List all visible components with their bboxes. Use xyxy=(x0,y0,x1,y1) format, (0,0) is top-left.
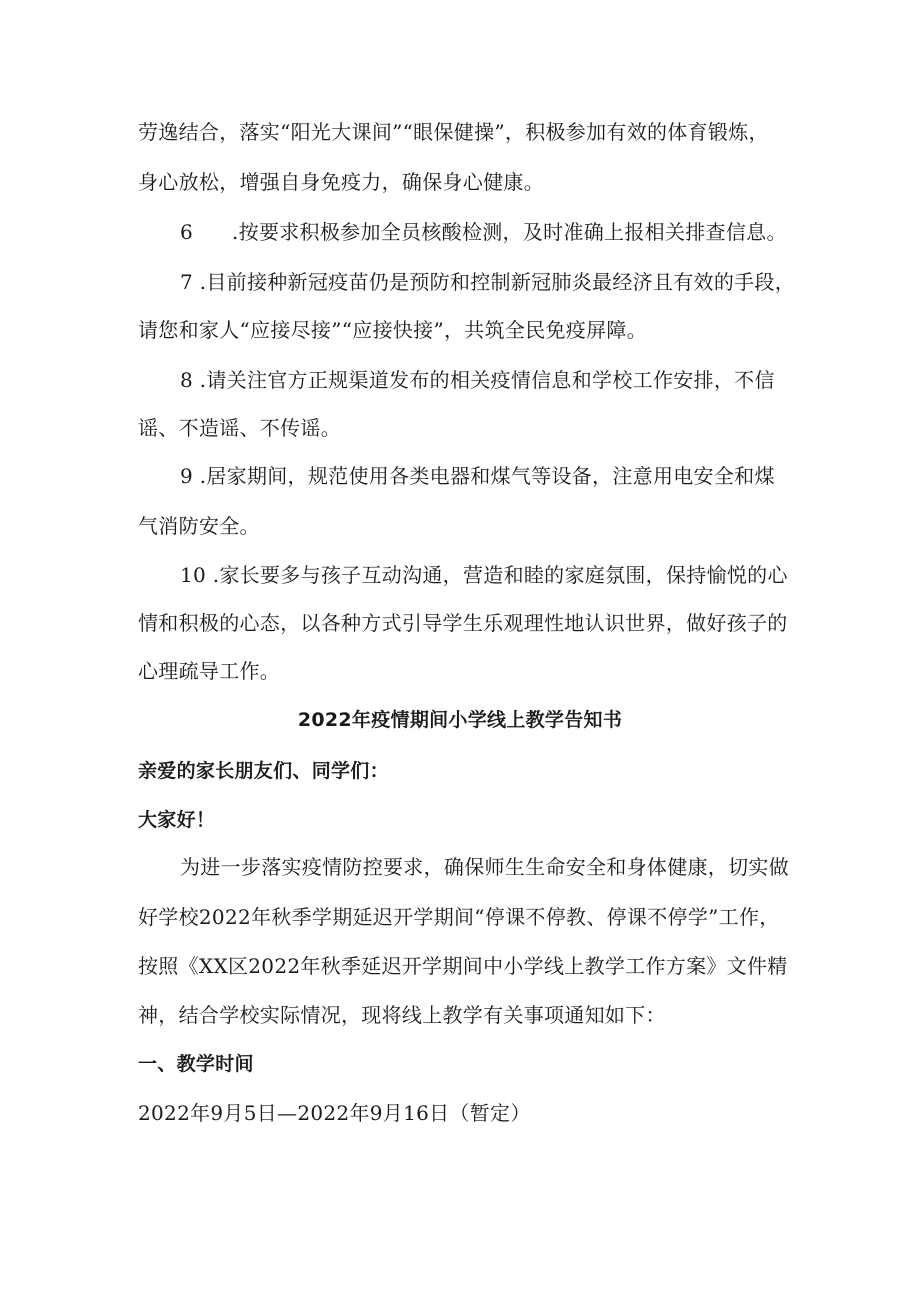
section-heading: 一、教学时间 xyxy=(138,1053,254,1075)
hello: 大家好！ xyxy=(138,809,216,831)
paragraph-line: 谣、不造谣、不传谣。 xyxy=(138,416,341,440)
paragraph-line: 心理疏导工作。 xyxy=(138,659,281,683)
document-title: 2022年疫情期间小学线上教学告知书 xyxy=(297,709,623,731)
list-item-10: 10 .家长要多与孩子互动沟通，营造和睦的家庭氛围，保持愉悦的心 xyxy=(180,563,788,587)
paragraph-line: 身心放松，增强自身免疫力，确保身心健康。 xyxy=(138,170,544,194)
list-item-7: 7 .目前接种新冠疫苗仍是预防和控制新冠肺炎最经济且有效的手段， xyxy=(180,270,796,294)
list-item-9: 9 .居家期间，规范使用各类电器和煤气等设备，注意用电安全和煤 xyxy=(180,464,775,488)
body-line: 神，结合学校实际情况，现将线上教学有关事项通知如下： xyxy=(138,1003,666,1027)
section-text: 2022年9月5日—2022年9月16日（暂定） xyxy=(138,1101,531,1125)
list-text: .按要求积极参加全员核酸检测，及时准确上报相关排查信息。 xyxy=(232,220,787,244)
greeting: 亲爱的家长朋友们、同学们： xyxy=(138,760,389,782)
body-line: 好学校2022年秋季学期延迟开学期间“停课不停教、停课不停学”工作， xyxy=(138,905,780,929)
list-number: 6 xyxy=(180,220,194,244)
list-item-6 xyxy=(180,218,800,246)
paragraph-line: 劳逸结合，落实“阳光大课间”“眼保健操”，积极参加有效的体育锻炼， xyxy=(138,120,769,144)
body-line: 按照《XX区2022年秋季延迟开学期间中小学线上教学工作方案》文件精 xyxy=(138,954,788,978)
paragraph-line: 气消防安全。 xyxy=(138,514,260,538)
paragraph-line: 请您和家人“应接尽接”“应接快接”，共筑全民免疫屏障。 xyxy=(138,318,647,342)
paragraph-line: 情和积极的心态，以各种方式引导学生乐观理性地认识世界，做好孩子的 xyxy=(138,611,788,635)
list-item-8: 8 .请关注官方正规渠道发布的相关疫情信息和学校工作安排，不信 xyxy=(180,368,775,392)
body-line: 为进一步落实疫情防控要求，确保师生生命安全和身体健康，切实做 xyxy=(180,855,789,879)
